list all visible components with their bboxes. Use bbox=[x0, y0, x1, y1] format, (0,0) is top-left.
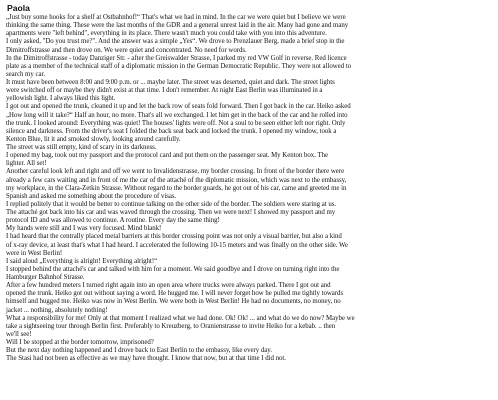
text-line: thinking the same thing. These were the last months of the GDR and a general unrest laid in the air. Many had gone and many bbox=[6, 22, 349, 30]
text-line: I had heard that the centrally placed metal barriers at this border crossing point was not only a visual barrier, but also a kind bbox=[6, 233, 342, 241]
text-line: I stopped behind the attaché's car and talked with him for a moment. We said goodbye and I drove on turning right into the bbox=[6, 265, 340, 273]
text-line: I said aloud „Everything is alright! Everything alright!“ bbox=[6, 257, 158, 265]
text-line: The attaché got back into his car and was waved through the crossing. Then we were next! I showed my passport and my bbox=[6, 209, 336, 216]
document-body bbox=[6, 14, 494, 363]
text-line: Another careful look left and right and off we went to Invalidenstrasse, my border crossing. In front of the border there were bbox=[6, 168, 345, 176]
document-title: Paola bbox=[7, 3, 30, 13]
text-line: search my car. bbox=[6, 70, 46, 78]
text-line: silence and darkness. From the driver's seat I folded the back seat back and locked the trunk. I opened my window, took a bbox=[6, 127, 337, 135]
text-line: himself and hugged me. Heiko was now in West Berlin. We were both in West Berlin! He had no documents, no money, no bbox=[6, 298, 341, 306]
text-line: take a sightseeing tour through Berlin first. Preferably to Kreuzberg, to Oranienstrasse to invite Heiko for a kebab. .. then bbox=[6, 322, 336, 330]
text-line: the trunk. I looked around: Everything was quiet! The houses' lights were off. Not a soul to be seen either left nor right. Only bbox=[6, 119, 346, 127]
text-line: I opened my bag, took out my passport and the protocol card and put them on the passenger seat. My Kenton box. The bbox=[6, 152, 329, 160]
text-line: yellowish light. I always liked this light. bbox=[6, 95, 116, 103]
text-line: I replied politely that it would be better to continue talking on the other side of the border. The soldiers were staring at us. bbox=[6, 200, 337, 208]
text-line: lighter. All set! bbox=[6, 160, 47, 168]
text-line: jacket ... nothing, absolutely nothing! bbox=[6, 306, 108, 314]
text-line: The street was still empty, kind of scary in its darkness. bbox=[6, 144, 157, 151]
text-line: The Stasi had not been as effective as we may have thought. I know that now, but at that time I did not. bbox=[6, 355, 286, 363]
text-line: were in West Berlin! bbox=[6, 249, 63, 257]
text-line: of x-ray device, at least that's what I had heard. I accelerated the following 10-15 meters and was finally on the other side. We bbox=[6, 241, 348, 249]
text-line: Hamburger Bahnhof Strasse. bbox=[6, 274, 85, 281]
text-line: Will I be stopped at the border tomorrow, imprisoned? bbox=[6, 339, 154, 346]
text-line: Spanish and asked me something about the procedure of visas. bbox=[6, 192, 177, 200]
text-line: plate as a member of the technical staff of a diplomatic mission in the German Democratic Republic. They were not allowed to bbox=[6, 62, 352, 70]
text-line: „How long will it take?“ Half an hour, no more. That's all we exchanged. I let him get in the back of the car and he rolled into bbox=[6, 111, 348, 119]
text-line: already a few cars waiting and in front of me the car of the attaché of the diplomatic mission, which was next to the embassy, bbox=[6, 176, 347, 184]
text-line: opened the trunk. Heiko got out without saying a word. He hugged me. I will never forget how he pulled me tightly towards bbox=[6, 290, 344, 298]
text-line: In the Dimitroffstrasse - today Danziger Str. - after the Greiswalder Strasse, I parked my red VW Golf in reverse. Red licence bbox=[6, 54, 347, 62]
text-line: were switched off or maybe they didn't exist at that time. I don't remember. At night East Berlin was illuminated in a bbox=[6, 87, 323, 95]
text-line: Kenton Blue, lit it and smoked slowly, looking around carefully. bbox=[6, 135, 181, 143]
text-line: What a responsibility for me! Only at that moment I realized what we had done. Ok! Ok! ... and what do we do now? Maybe we bbox=[6, 314, 355, 322]
text-line: I got out and opened the trunk, cleaned it up and let the back row of seats fold forward. Then I got back in the car. Heiko asked bbox=[6, 103, 351, 111]
text-line: It must have been between 8:00 and 9:00 p.m. or ... maybe later. The street was deserted, quiet and dark. The street lights bbox=[6, 79, 335, 86]
text-line: apartments were "left behind", everything in its place. There wasn't much you could take with you into this adventure. bbox=[6, 30, 327, 38]
text-line: Dimitroffstrasse and then drove on. We were quiet and concentrated. No need for words. bbox=[6, 46, 247, 54]
text-line: we'll see! bbox=[6, 330, 32, 338]
text-line: protocol ID and was allowed to continue. A routine. Every day the same thing! bbox=[6, 217, 220, 225]
text-line: I only asked, "Do you trust me?". And the answer was a simple „Yes“. We drove to Prenzlauer Berg, made a brief stop in the bbox=[6, 38, 345, 46]
text-line: After a few hundred meters I turned right again into an open area where trucks were always parked. There I got out and bbox=[6, 282, 331, 290]
text-line: my workplace, in the Clara-Zetkin Strasse. Without regard to the border guards, he got out of his car, came and greeted me in bbox=[6, 184, 347, 192]
text-line: My hands were still and I was very focused. Mind blank! bbox=[6, 225, 162, 233]
text-line: „Just buy some hooks for a shelf at Ostbahnhof!“ That's what we had in mind. In the car we were quiet but I believe we were bbox=[6, 14, 346, 21]
text-line: But the next day nothing happened and I drove back to East Berlin to the embassy, like every day. bbox=[6, 347, 272, 355]
